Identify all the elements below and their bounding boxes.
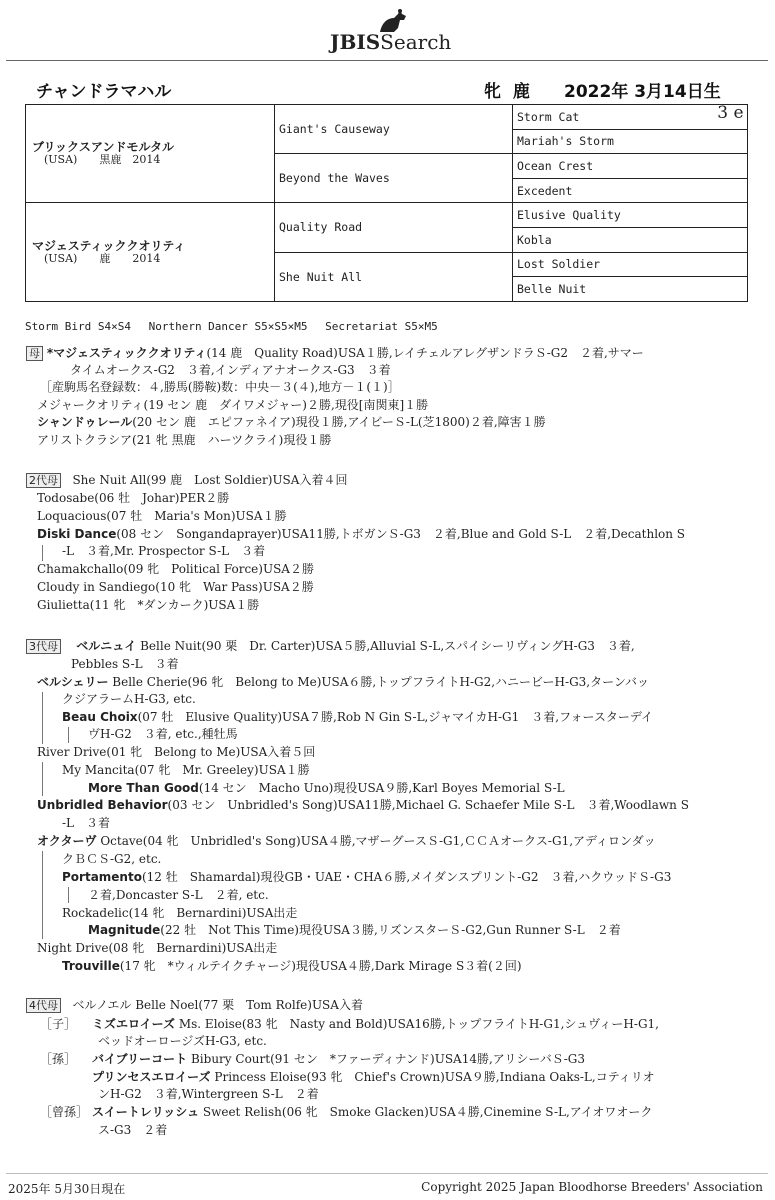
horse-title-row <box>36 77 756 103</box>
fam3-line10: Unbridled Behavior(03 セン Unbridled's Song)USA11勝,Michael G. Schaefer Mile S-L ３着,Woodlawn S <box>37 798 689 812</box>
fam3-line11: -L ３着 <box>62 816 111 830</box>
fam3-line6: ヴH-G2 ３着, etc.,種牡馬 <box>88 727 238 741</box>
fam4-line7-key: ［曾孫］ <box>40 1105 89 1119</box>
fam3-line4: クジアラームH-G3, etc. <box>62 692 196 706</box>
fam4-line4: バイブリーコート Bibury Court(91 セン *ファーディナンド)USA14勝,アリシーバＳ-G3 <box>92 1052 586 1066</box>
pedigree-sire-dam: Beyond the Waves <box>275 154 513 203</box>
fam2-line4: Diski Dance(08 セン Songandaprayer)USA11勝,トボガンＳ-G3 ２着,Blue and Gold S-L ２着,Decathlon S <box>37 527 686 541</box>
fam1-line2: タイムオークス-G2 ３着,インディアナオークス-G3 ３着 <box>70 363 391 377</box>
fam3-line8: My Mancita(07 牝 Mr. Greeley)USA１勝 <box>62 763 310 777</box>
fam3-connector-a <box>42 692 43 744</box>
fam1-line4: メジャークオリティ(19 セン 鹿 ダイワメジャー)２勝,現役[南関東]１勝 <box>37 398 429 412</box>
pedigree-dam: マジェスティッククオリティ (USA) 鹿 2014 <box>26 203 275 301</box>
fam1-line3: ［産駒馬名登録数：４,勝馬(勝鞍)数：中央－３(４),地方－１(１)］ <box>40 380 400 394</box>
fam3-line14: Portamento(12 牡 Shamardal)現役GB・UAE・CHA６勝,メイダンスプリント-G2 ３着,ハクウッドＳ-G3 <box>62 870 672 884</box>
horse-sex-color: 牝 鹿 <box>484 82 530 102</box>
horse-birth: 2022年 3月14日生 <box>564 82 721 102</box>
fam3-line13: クＢＣＳ-G2, etc. <box>62 852 162 866</box>
fam3-connector-e <box>68 887 69 903</box>
fam3-line16: Rockadelic(14 牝 Bernardini)USA出走 <box>62 906 298 920</box>
fam3-line19: Trouville(17 牝 *ウィルテイクチャージ)現役USA４勝,Dark Mirage S３着(２回) <box>62 959 522 973</box>
fam4-line7: スイートレリッシュ Sweet Relish(06 牝 Smoke Glacken)USA４勝,Cinemine S-L,アイオワオーク <box>92 1105 653 1119</box>
pedigree-ds-sire: Elusive Quality <box>513 203 748 228</box>
pedigree-dam-sire: Quality Road <box>275 203 513 252</box>
fam3-line2: Pebbles S-L ３着 <box>71 657 179 671</box>
fam1-line6: アリストクラシア(21 牝 黒鹿 ハーツクライ)現役１勝 <box>37 433 332 447</box>
fam3-connector-b <box>68 727 69 743</box>
fam2-line7: Cloudy in Sandiego(10 牝 War Pass)USA２勝 <box>37 580 314 594</box>
fam2-line8: Giulietta(11 牝 *ダンカーク)USA１勝 <box>37 598 260 612</box>
fam2-connector <box>42 545 43 561</box>
fam3-line18: Night Drive(08 牝 Bernardini)USA出走 <box>37 941 278 955</box>
fam3-line17: Magnitude(22 牡 Not This Time)現役USA３勝,リズンスターＳ-G2,Gun Runner S-L ２着 <box>88 923 621 937</box>
pedigree-dam-dam: She Nuit All <box>275 252 513 301</box>
family-number: 3 e <box>717 102 744 123</box>
fam3-line7: River Drive(01 牝 Belong to Me)USA入着５回 <box>37 745 316 759</box>
fam1-line5: シャンドゥレール(20 セン 鹿 エピファネイア)現役１勝,アイビーＳ-L(芝1800)２着,障害１勝 <box>37 415 546 429</box>
fam2-line3: Loquacious(07 牡 Maria's Mon)USA１勝 <box>37 509 287 523</box>
jbis-logo <box>330 8 460 56</box>
fam4-line6: ンH-G2 ３着,Wintergreen S-L ２着 <box>98 1087 319 1101</box>
fam4-line5: プリンセスエロイーズ Princess Eloise(93 牝 Chief's Crown)USA９勝,Indiana Oaks-L,コティリオ <box>92 1070 655 1084</box>
fam2-line6: Chamakchallo(09 牝 Political Force)USA２勝 <box>37 562 314 576</box>
pedigree-sire-sire: Giant's Causeway <box>275 105 513 154</box>
fam3-tag: 3代母 <box>26 639 61 654</box>
footer-divider <box>6 1173 768 1174</box>
fam3-line9: More Than Good(14 セン Macho Uno)現役USA９勝,Karl Boyes Memorial S-L <box>88 781 565 795</box>
fam3-line3: ベルシェリー Belle Cherie(96 牝 Belong to Me)USA６勝,トップフライトH-G2,ハニービーH-G3,ターンバッ <box>37 675 650 689</box>
fam4-line8: ス-G3 ２着 <box>98 1123 168 1137</box>
pedigree-dd-dam: Belle Nuit 3 e <box>513 277 748 302</box>
inbreeding-line: Storm Bird S4×S4 Northern Dancer S5×S5×M5 Secretariat S5×M5 <box>25 320 438 333</box>
fam1-line1: 母 *マジェスティッククオリティ(14 鹿 Quality Road)USA１勝,レイチェルアレグザンドラＳ-G2 ２着,サマー <box>26 345 644 363</box>
fam3-line5: Beau Choix(07 牡 Elusive Quality)USA７勝,Rob N Gin S-L,ジャマイカH-G1 ３着,フォースターデイ <box>62 710 654 724</box>
fam3-line15: ２着,Doncaster S-L ２着, etc. <box>88 888 269 902</box>
footer-copyright: Copyright 2025 Japan Bloodhorse Breeders' Association <box>421 1180 763 1194</box>
pedigree-ds-dam: Kobla <box>513 227 748 252</box>
pedigree-sd-sire: Ocean Crest <box>513 154 748 179</box>
pedigree-ss-dam: Mariah's Storm <box>513 129 748 154</box>
fam4-line2: ミズエロイーズ Ms. Eloise(83 牝 Nasty and Bold)USA16勝,トップフライトH-G1,シュヴィーH-G1, <box>92 1017 659 1031</box>
logo-jbis: JBIS <box>330 30 381 54</box>
fam1-tag: 母 <box>26 346 43 361</box>
fam4-line2-key: ［子］ <box>40 1017 77 1031</box>
header-divider <box>6 60 768 61</box>
pedigree-ss-sire: Storm Cat <box>513 105 748 130</box>
pedigree-dd-sire: Lost Soldier <box>513 252 748 277</box>
fam3-line1: 3代母 ベルニュイ Belle Nuit(90 栗 Dr. Carter)USA５勝,Alluvial S-L,スパイシーリヴィングH-G3 ３着, <box>26 638 635 656</box>
fam4-tag: 4代母 <box>26 998 61 1013</box>
fam4-line1: 4代母 ベルノエル Belle Noel(77 栗 Tom Rolfe)USA入着 <box>26 997 363 1015</box>
fam4-line4-key: ［孫］ <box>40 1052 77 1066</box>
pedigree-table <box>25 104 748 302</box>
fam2-tag: 2代母 <box>26 473 61 488</box>
fam2-line2: Todosabe(06 牡 Johar)PER２勝 <box>37 491 230 505</box>
fam3-connector-d <box>42 851 43 939</box>
fam2-line1: 2代母 She Nuit All(99 鹿 Lost Soldier)USA入着４回 <box>26 472 347 490</box>
footer-date: 2025年 5月30日現在 <box>8 1182 126 1196</box>
pedigree-sire: ブリックスアンドモルタル (USA) 黒鹿 2014 <box>26 105 275 203</box>
pedigree-sd-dam: Excedent <box>513 178 748 203</box>
fam4-line3: ベッドオーロージズH-G3, etc. <box>98 1034 267 1048</box>
horse-name: チャンドラマハル <box>36 82 172 102</box>
logo-search: Search <box>380 30 452 54</box>
fam2-line5: -L ３着,Mr. Prospector S-L ３着 <box>62 544 266 558</box>
fam3-line12: オクターヴ Octave(04 牝 Unbridled's Song)USA４勝,マザーグースＳ-G1,ＣＣＡオークス-G1,アディロンダッ <box>37 834 656 848</box>
fam3-connector-c <box>42 762 43 796</box>
